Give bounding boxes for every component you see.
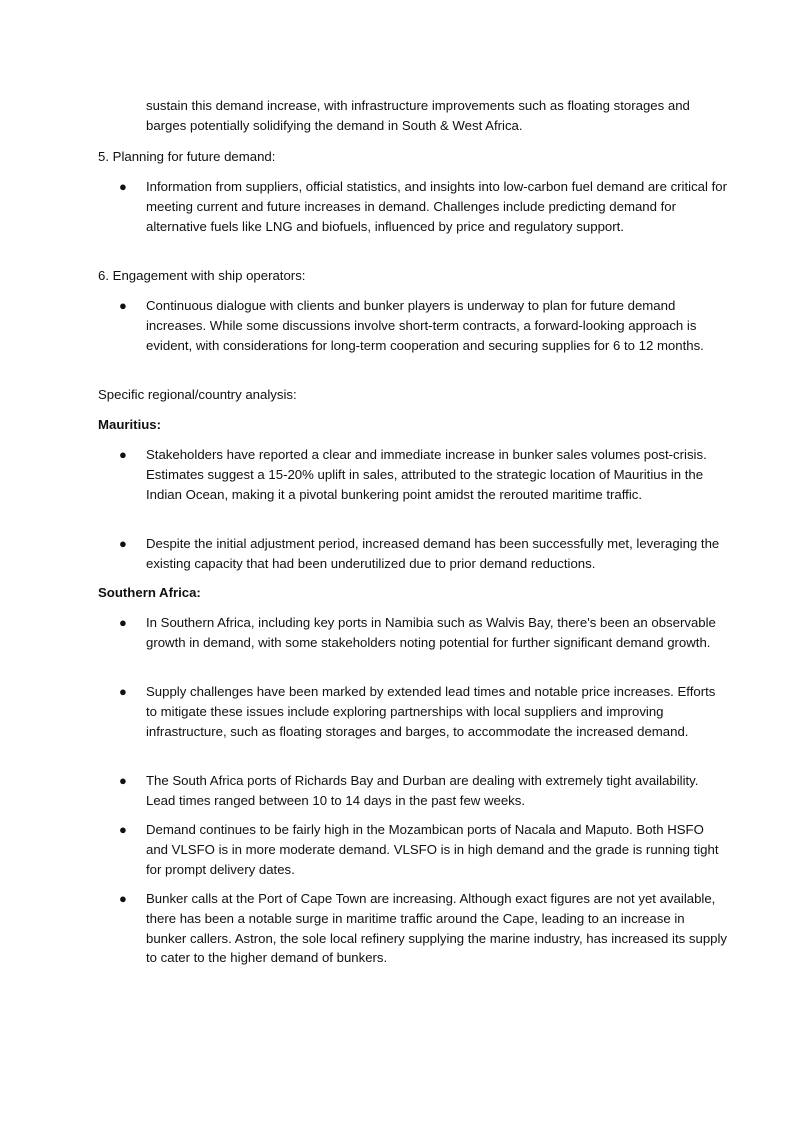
bullet-icon: ●: [119, 179, 127, 194]
list-item-text: Demand continues to be fairly high in the Mozambican ports of Nacala and Maputo. Both HSFO and VLSFO is in more moderate demand. VLSFO is in high demand and the grade is running tight for prompt delivery dates.: [146, 822, 719, 877]
bullet-icon: ●: [119, 536, 127, 551]
intro-continuation: sustain this demand increase, with infrastructure improvements such as floating storages and barges potentially solidifying the demand in South & West Africa.: [146, 98, 690, 133]
bullet-icon: ●: [119, 298, 127, 313]
bullet-icon: ●: [119, 822, 127, 837]
list-item-text: Continuous dialogue with clients and bunker players is underway to plan for future demand increases. While some discussions involve short-term contracts, a forward-looking approach is evident, with considerations for long-term cooperation and securing supplies for 6 to 12 months.: [146, 298, 704, 353]
section6-heading: 6. Engagement with ship operators:: [98, 268, 306, 283]
bullet-icon: ●: [119, 684, 127, 699]
list-item-text: Bunker calls at the Port of Cape Town are increasing. Although exact figures are not yet available, there has been a notable surge in maritime traffic around the Cape, leading to an increase in bunker callers. Astron, the sole local refinery supplying the marine industry, has increased its supply to cater to the higher demand of bunkers.: [146, 891, 728, 966]
list-item-text: The South Africa ports of Richards Bay and Durban are dealing with extremely tight availability. Lead times ranged between 10 to 14 days in the past few weeks.: [146, 773, 699, 808]
southern-africa-heading: Southern Africa:: [98, 585, 201, 600]
list-item-text: Despite the initial adjustment period, increased demand has been successfully met, leveraging the existing capacity that had been underutilized due to prior demand reductions.: [146, 536, 720, 571]
bullet-icon: ●: [119, 615, 127, 630]
list-item-text: In Southern Africa, including key ports in Namibia such as Walvis Bay, there's been an observable growth in demand, with some stakeholders noting potential for further significant demand growth.: [146, 615, 716, 650]
bullet-icon: ●: [119, 447, 127, 462]
list-item-text: Supply challenges have been marked by extended lead times and notable price increases. Efforts to mitigate these issues include exploring partnerships with local suppliers and improving infrastructure, such as floating storages and barges, to accommodate the increased demand.: [146, 684, 716, 739]
section5-heading: 5. Planning for future demand:: [98, 149, 276, 164]
bullet-icon: ●: [119, 891, 127, 906]
regional-intro: Specific regional/country analysis:: [98, 387, 297, 402]
list-item-text: Information from suppliers, official statistics, and insights into low-carbon fuel demand are critical for meeting current and future increases in demand. Challenges include predicting demand for alternative fuels like LNG and biofuels, influenced by price and regulatory support.: [146, 179, 727, 234]
list-item-text: Stakeholders have reported a clear and immediate increase in bunker sales volumes post-crisis. Estimates suggest a 15-20% uplift in sales, attributed to the strategic location of Mauritius in the Indian Ocean, making it a pivotal bunkering point amidst the rerouted maritime traffic.: [146, 447, 707, 502]
bullet-icon: ●: [119, 773, 127, 788]
mauritius-heading: Mauritius:: [98, 417, 162, 432]
